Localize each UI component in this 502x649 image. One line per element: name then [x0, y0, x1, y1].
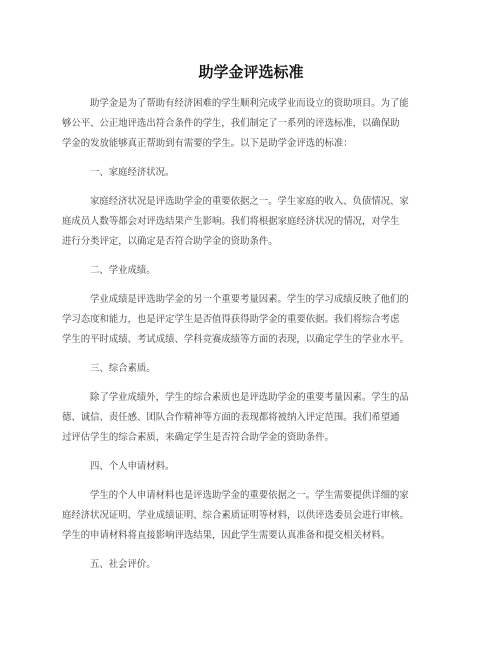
- section-3-heading: 三、综合素质。: [90, 363, 156, 374]
- section-5-heading: 五、社会评价。: [90, 559, 156, 570]
- section-4-line-1: 学生的个人申请材料也是评选助学金的重要依据之一。学生需要提供详细的家: [90, 490, 409, 501]
- section-1-line-2: 庭成员人数等都会对评选结果产生影响。我们将根据家庭经济状况的情况，对学生: [62, 216, 400, 227]
- section-4-line-3: 学生的申请材料将直接影响评选结果，因此学生需要认真准备和提交相关材料。: [62, 530, 391, 541]
- section-4-line-2: 庭经济状况证明、学业成绩证明、综合素质证明等材料，以供评选委员会进行审核。: [62, 510, 409, 521]
- section-3-line-3: 过评估学生的综合素质，来确定学生是否符合助学金的资助条件。: [62, 432, 334, 443]
- intro-line-3: 学金的发放能够真正帮助到有需要的学生。以下是助学金评选的标准：: [62, 138, 353, 149]
- section-1-line-1: 家庭经济状况是评选助学金的重要依据之一。学生家庭的收入、负债情况、家: [90, 196, 409, 207]
- intro-line-1: 助学金是为了帮助有经济困难的学生顺利完成学业而设立的资助项目。为了能: [90, 98, 409, 109]
- section-2-line-1: 学业成绩是评选助学金的另一个重要考量因素。学生的学习成绩反映了他们的: [90, 294, 409, 305]
- section-1-heading: 一、家庭经济状况。: [90, 167, 175, 178]
- intro-line-2: 够公平、公正地评选出符合条件的学生，我们制定了一系列的评选标准，以确保助: [62, 118, 400, 129]
- section-4-heading: 四、个人申请材料。: [90, 461, 175, 472]
- section-3-line-1: 除了学业成绩外，学生的综合素质也是评选助学金的重要考量因素。学生的品: [90, 392, 409, 403]
- section-3-line-2: 德、诚信、责任感、团队合作精神等方面的表现都将被纳入评定范围。我们希望通: [62, 412, 400, 423]
- section-2-line-3: 学生的平时成绩、考试成绩、学科竞赛成绩等方面的表现，以确定学生的学业水平。: [62, 334, 409, 345]
- section-2-line-2: 学习态度和能力，也是评定学生是否值得获得助学金的重要依据。我们将综合考虑: [62, 314, 400, 325]
- section-2-heading: 二、学业成绩。: [90, 265, 156, 276]
- document-title: 助学金评选标准: [198, 63, 304, 81]
- section-1-line-3: 进行分类评定，以确定是否符合助学金的资助条件。: [62, 236, 278, 247]
